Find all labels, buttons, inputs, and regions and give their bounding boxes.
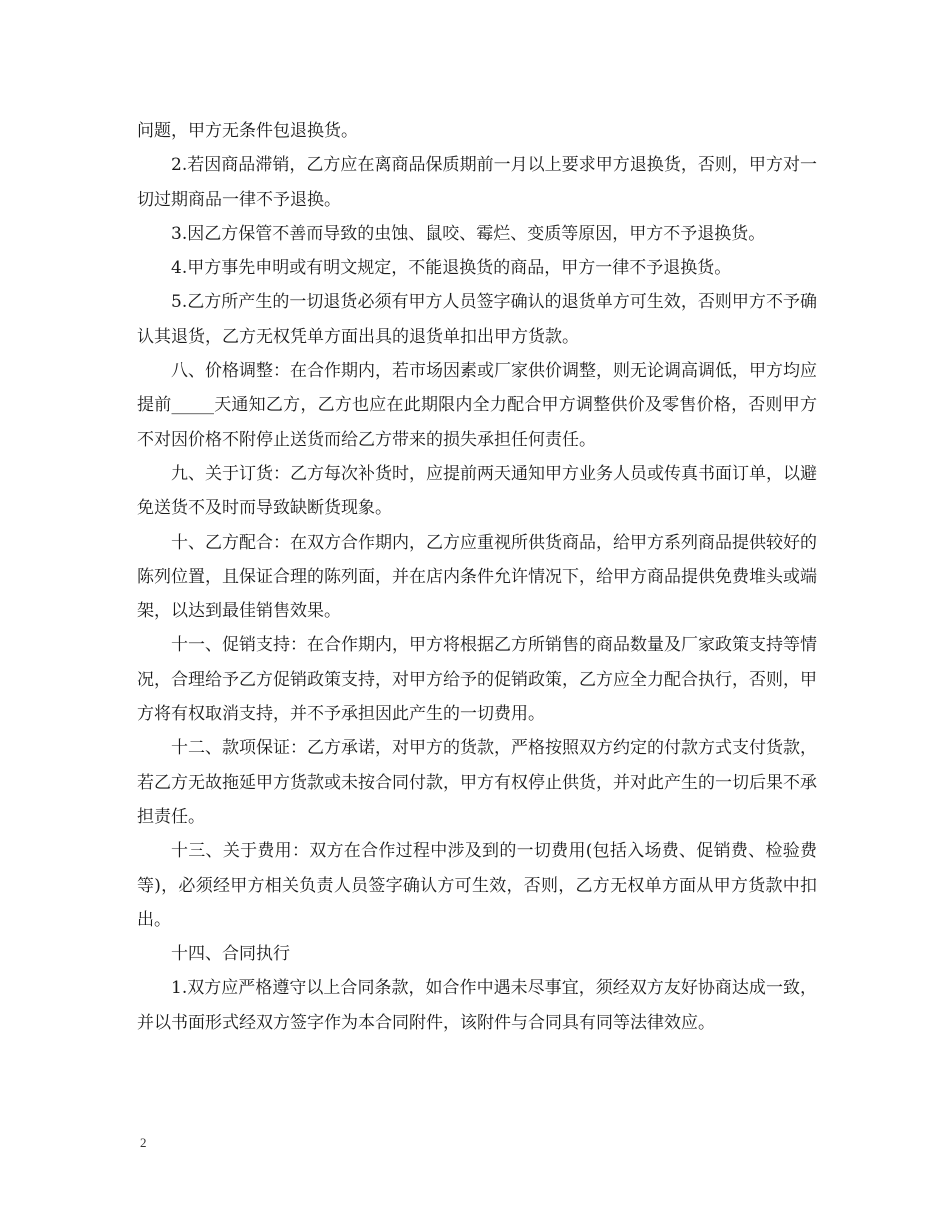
paragraph-clause-14-1: 1.双方应严格遵守以上合同条款，如合作中遇未尽事宜，须经双方友好协商达成一致，并以书面形式经双方签字作为本合同附件，该附件与合同具有同等法律效应。 — [137, 978, 817, 1033]
heading-clause-14-execution: 十四、合同执行 — [171, 944, 290, 965]
paragraph-clause-8-price-adjustment: 八、价格调整：在合作期内，若市场因素或厂家供价调整，则无论调高调低，甲方均应提前_____天通知乙方，乙方也应在此期限内全力配合甲方调整供价及零售价格，否则甲方不对因价格不附停止送货而给乙方带来的损失承担任何责任。 — [137, 361, 817, 450]
paragraph-clause-7-2: 2.若因商品滞销，乙方应在离商品保质期前一月以上要求甲方退换货，否则，甲方对一切过期商品一律不予退换。 — [137, 155, 817, 210]
paragraph-continued: 问题，甲方无条件包退换货。 — [137, 121, 358, 141]
paragraph-clause-7-3: 3.因乙方保管不善而导致的虫蚀、鼠咬、霉烂、变质等原因，甲方不予退换货。 — [171, 223, 766, 244]
page-number: 2 — [140, 1135, 147, 1150]
paragraph-clause-10-cooperation: 十、乙方配合：在双方合作期内，乙方应重视所供货商品，给甲方系列商品提供较好的陈列位置，且保证合理的陈列面，并在店内条件允许情况下，给甲方商品提供免费堆头或端架，以达到最佳销售效果。 — [137, 532, 817, 622]
paragraph-clause-7-4: 4.甲方事先申明或有明文规定，不能退换货的商品，甲方一律不予退换货。 — [171, 258, 732, 279]
paragraph-clause-7-5: 5.乙方所产生的一切退货必须有甲方人员签字确认的退货单方可生效，否则甲方不予确认其退货，乙方无权凭单方面出具的退货单扣出甲方货款。 — [137, 292, 817, 347]
paragraph-clause-12-payment: 十二、款项保证：乙方承诺，对甲方的货款，严格按照双方约定的付款方式支付货款，若乙方无故拖延甲方货款或未按合同付款，甲方有权停止供货，并对此产生的一切后果不承担责任。 — [137, 738, 817, 827]
paragraph-clause-13-fees: 十三、关于费用：双方在合作过程中涉及到的一切费用(包括入场费、促销费、检验费等)，必须经甲方相关负责人员签字确认方可生效，否则，乙方无权单方面从甲方货款中扣出。 — [137, 841, 817, 930]
document-body — [137, 114, 817, 1040]
paragraph-clause-9-ordering: 九、关于订货：乙方每次补货时，应提前两天通知甲方业务人员或传真书面订单，以避免送货不及时而导致缺断货现象。 — [137, 463, 817, 519]
paragraph-clause-11-promotion: 十一、促销支持：在合作期内，甲方将根据乙方所销售的商品数量及厂家政策支持等情况，合理给予乙方促销政策支持，对甲方给予的促销政策，乙方应全力配合执行，否则，甲方将有权取消支持，并不予承担因此产生的一切费用。 — [137, 635, 817, 725]
